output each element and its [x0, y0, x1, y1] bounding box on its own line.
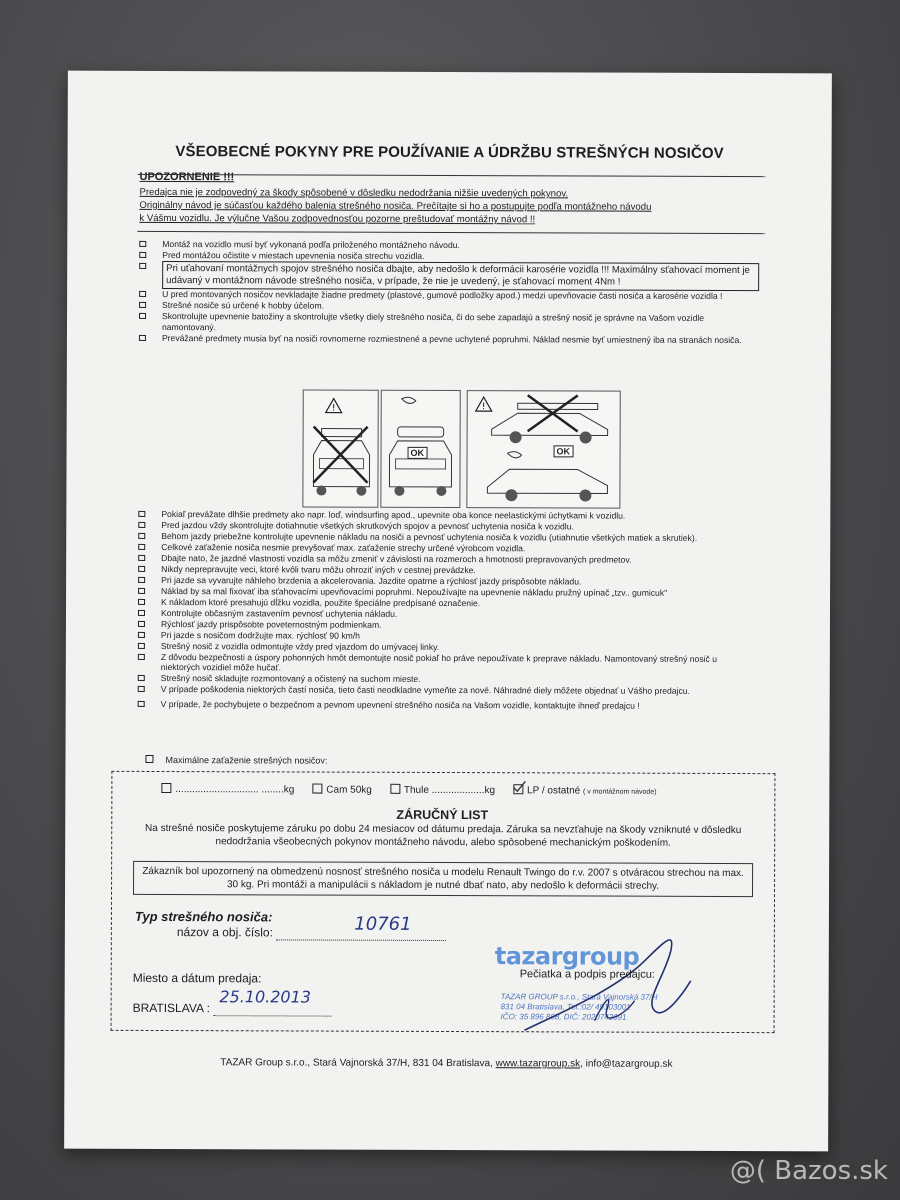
carrier-name-value: 10761	[354, 913, 412, 935]
list-item: V prípade poškodenia niektorých častí nosiča, tieto časti neodkladne vymeňte za nové. Náhradné diely môžete objednať u Vášho predajcu.	[138, 684, 758, 697]
checkbox-icon	[161, 783, 171, 793]
carrier-name-label: názov a obj. číslo:	[176, 925, 273, 940]
list-item: Pri jazde s nosičom dodržujte max. rýchlosť 90 km/h	[138, 630, 758, 643]
checkbox-icon	[145, 755, 153, 763]
list-item: Prevážané predmety musia byť na nosiči rovnomerne rozmiestnené a pevne uchytené popruhmi. Náklad nesmie byť umiestnený iba na stranách nosiča.	[139, 333, 759, 346]
max-load-row	[145, 755, 327, 766]
list-item: Náklad by sa mal fixovať iba sťahovacími upevňovacími popruhmi. Nepoužívajte na upevnenie nákladu pružný upínač „tzv.. gumicuk"	[138, 586, 758, 599]
svg-text:!: !	[481, 402, 486, 413]
list-item: Z dôvodu bezpečnosti a úspory pohonných hmôt demontujte nosič pokiaľ ho práve nepoužívate k preprave nákladu. Namontovaný strešný nosič u niektorých vozidiel môže hučať.	[138, 652, 758, 675]
list-item: Pri jazde sa vyvarujte náhleho brzdenia a akcelerovania. Jazdite opatrne a rýchlosť jazdy prispôsobte nákladu.	[138, 575, 758, 588]
option-cam: Cam 50kg	[312, 784, 372, 796]
footer-web-link[interactable]: www.tazargroup.sk	[495, 1058, 581, 1070]
list-item: Pred montážou očistite v miestach upevnenia nosiča strechu vozidla.	[139, 250, 759, 263]
carrier-name-row	[176, 913, 446, 941]
list-item: Kontrolujte občasným zastavením pevnosť uchytenia nákladu.	[138, 608, 758, 621]
list-item: Pred jazdou vždy skontrolujte dotiahnutie všetkých skrutkových spojov a pevnosť uchytenia nosiča k vozidlu.	[138, 520, 758, 533]
figure-car-front-ok	[380, 390, 460, 508]
bazos-watermark: @( Bazos.sk	[729, 1156, 888, 1186]
warranty-text: Na strešné nosiče poskytujeme záruku po dobu 24 mesiacov od dátumu predaja. Záruka sa nevzťahuje na škody vzniknuté v dôsledku nedodržania všeobecných pokynov montážneho návodu, alebo spôsobené mechanickým poškodením.	[145, 822, 742, 849]
warning-section	[139, 171, 759, 227]
document-title: VŠEOBECNÉ POKYNY PRE POUŽÍVANIE A ÚDRŽBU STREŠNÝCH NOSIČOV	[175, 143, 724, 162]
checkbox-icon	[138, 701, 145, 707]
checked-checkbox-icon	[513, 784, 523, 794]
carrier-name-field	[276, 913, 446, 941]
warning-line: Originálny návod je súčasťou každého balenia strešného nosiča. Prečítajte si ho a postupujte podľa montážneho návodu	[139, 199, 652, 213]
list-item: U pred montovaných nosičov nevkladajte žiadne predmety (plastové, gumové podložky apod.) medzi upevňovacie časti nosiča a karosérie vozidla !	[139, 289, 759, 302]
instructions-bottom	[138, 509, 759, 712]
list-item: Dbajte nato, že jazdné vlastnosti vozidla sa môžu zmeniť v závislosti na rozmeroch a hmotnosti prepravovaných predmetov.	[138, 553, 758, 566]
sale-place-label: Miesto a dátum predaja:	[132, 970, 262, 986]
max-load-label: Maximálne zaťaženie strešných nosičov:	[165, 755, 328, 766]
sale-date-value: 25.10.2013	[219, 987, 312, 1007]
checkbox-icon	[139, 252, 146, 258]
car-front-wrong-icon	[303, 390, 377, 506]
checkbox-icon	[138, 511, 145, 517]
list-item: Strešný nosič skladujte rozmontovaný a očistený na suchom mieste.	[138, 673, 758, 686]
checkbox-icon	[139, 241, 146, 247]
checkbox-icon	[139, 313, 146, 319]
carrier-type-label: Typ strešného nosiča:	[134, 908, 273, 925]
warning-line: Predajca nie je zodpovedný za škody spôsobené v dôsledku nedodržania nižšie uvedených pokynov.	[139, 186, 569, 200]
car-side-icon	[467, 391, 619, 508]
seller-stamp	[495, 940, 715, 1031]
load-options	[161, 783, 761, 797]
checkbox-icon	[139, 263, 146, 269]
footer: TAZAR Group s.r.o., Stará Vajnorská 37/H, 831 04 Bratislava, www.tazargroup.sk, info@tazargroup.sk	[220, 1057, 673, 1070]
warning-line: k Vášmu vozidlu. Je výlučne Vašou zodpovednosťou pozorne preštudovať montážny návod !!	[139, 212, 536, 226]
list-item: Strešný nosič z vozidla odmontujte vždy pred vjazdom do umývacej linky.	[138, 641, 758, 654]
list-item: Behom jazdy priebežne kontrolujte upevnenie nákladu na nosiči a pevnosť uchytenia nosiča k vozidlu (utiahnutie všetkých matiek a skrutiek).	[138, 531, 758, 544]
checkbox-icon	[138, 599, 145, 605]
checkbox-icon	[390, 784, 400, 794]
stamp-logo: tazargroup	[494, 942, 640, 971]
footer-email[interactable]: info@tazargroup.sk	[585, 1058, 673, 1070]
list-item: Skontrolujte upevnenie batožiny a skontrolujte všetky diely strešného nosiča, či do sebe zapadajú a strešný nosič je správne na Vašom vozidle namontovaný.	[139, 311, 759, 334]
warranty-title: ZÁRUČNÝ LIST	[396, 807, 489, 823]
option-thule: Thule ...................kg	[390, 784, 495, 796]
sale-place-value: BRATISLAVA :	[132, 1000, 211, 1016]
list-item: Rýchlosť jazdy prispôsobte poveternostným podmienkam.	[138, 619, 758, 632]
footer-address: TAZAR Group s.r.o., Stará Vajnorská 37/H, 831 04 Bratislava,	[220, 1057, 493, 1070]
list-item: Nikdy neprepravujte veci, ktoré kvôli tvaru môžu ohroziť iných v cestnej prevádzke.	[138, 564, 758, 577]
option-custom: .............................. ........kg	[161, 783, 294, 795]
checkbox-icon	[138, 544, 145, 550]
warning-rule	[137, 231, 765, 234]
warranty-note: Zákazník bol upozornený na obmedzenú nosnosť strešného nosiča u modelu Renault Twingo do r.v. 2007 s otváracou strechou na max. 30 kg. Pri montáži a manipulácii s nákladom je nutné dbať nato, aby nedošlo k deformácii strechy.	[133, 861, 753, 897]
list-item: Pokiaľ prevážate dlhšie predmety ako napr. loď, windsurfing apod., upevnite oba konce neelastickými úchytkami k vozidlu.	[138, 509, 758, 522]
checkbox-icon	[138, 643, 145, 649]
checkbox-icon	[139, 302, 146, 308]
option-lp: LP / ostatné ( v montážnom návode)	[513, 784, 657, 797]
checkbox-icon	[138, 566, 145, 572]
checkbox-icon	[138, 588, 145, 594]
ok-label: OK	[554, 445, 574, 457]
document-sheet	[64, 71, 832, 1152]
checkbox-icon	[139, 335, 146, 341]
checkbox-icon	[312, 784, 322, 794]
list-item: Celkové zaťaženie nosiča nesmie prevyšovať max. zaťaženie strechy určené výrobcom vozidla.	[138, 542, 758, 555]
list-item: K nákladom ktoré presahujú dĺžku vozidla, použite špeciálne predpísané označenie.	[138, 597, 758, 610]
figure-car-side	[466, 390, 620, 509]
checkbox-icon	[138, 675, 145, 681]
checkbox-icon	[139, 291, 146, 297]
list-item: Montáž na vozidlo musí byť vykonaná podľa priloženého montážneho návodu.	[139, 239, 759, 252]
checkbox-icon	[138, 621, 145, 627]
list-item: V prípade, že pochybujete o bezpečnom a pevnom upevnení strešného nosiča na Vašom vozidle, kontaktujte ihneď predajcu !	[138, 699, 758, 712]
illustration-panel	[302, 389, 620, 508]
list-item-highlighted: Pri uťahovaní montážnych spojov strešného nosiča dbajte, aby nedošlo k deformácii karosérie vozidla !!! Maximálny sťahovací moment je udávaný v montážnom návode strešného nosiča, v prípade, že nie je uvedený, je sťahovací moment 4Nm !	[139, 261, 759, 291]
checkbox-icon	[138, 654, 145, 660]
checkbox-icon	[138, 577, 145, 583]
checkbox-icon	[138, 522, 145, 528]
checkbox-icon	[138, 533, 145, 539]
stamp-label: Pečiatka a podpis predajcu:	[519, 968, 655, 981]
list-item: Strešné nosiče sú určené k hobby účelom.	[139, 300, 759, 313]
checkbox-icon	[138, 632, 145, 638]
checkbox-icon	[138, 686, 145, 692]
figure-car-front-wrong	[302, 389, 378, 507]
checkbox-icon	[138, 610, 145, 616]
instructions-top	[139, 239, 759, 346]
stamp-text: TAZAR GROUP s.r.o., Stará Vajnorská 37/H 831 04 Bratislava, Tel.:02/ 49103001 IČO: 35 896 868, DIČ: 2020742091	[500, 992, 658, 1022]
svg-text:!: !	[331, 403, 336, 414]
sale-place-row	[132, 987, 332, 1017]
ok-label: OK	[408, 447, 428, 459]
checkbox-icon	[138, 555, 145, 561]
warning-heading: UPOZORNENIE !!!	[139, 170, 235, 184]
sale-date-field	[213, 987, 331, 1016]
